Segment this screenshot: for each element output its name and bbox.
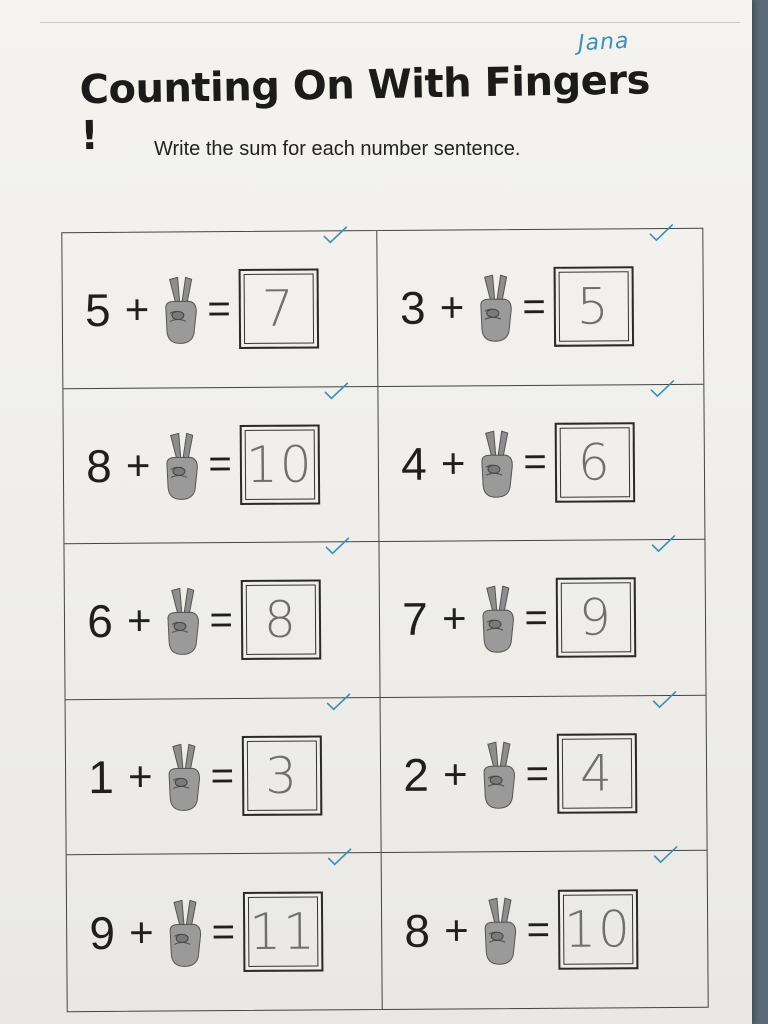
addend-number: 5 — [84, 284, 111, 337]
addend-number: 8 — [85, 439, 112, 492]
problem-cell — [62, 231, 378, 389]
equals-sign: = — [523, 440, 547, 485]
answer-box[interactable] — [241, 580, 322, 661]
paper-edge-line — [40, 22, 740, 23]
worksheet-title: Counting On With Fingers ! — [79, 57, 651, 160]
checkmark-icon — [326, 692, 352, 712]
checkmark-icon — [650, 534, 676, 554]
problem-cell — [66, 698, 382, 856]
checkmark-icon — [653, 845, 679, 865]
plus-sign: + — [124, 285, 150, 334]
checkmark-icon — [651, 690, 677, 710]
problem-cell — [377, 229, 703, 387]
two-fingers-hand-icon — [474, 894, 523, 966]
plus-sign: + — [444, 906, 469, 954]
checkmark-icon — [324, 536, 350, 556]
answer-box[interactable] — [556, 578, 637, 659]
worksheet-instructions: Write the sum for each number sentence. — [154, 138, 521, 160]
student-name: Jana — [577, 28, 631, 57]
two-fingers-hand-icon — [159, 896, 208, 968]
handwritten-answer: 4 — [579, 744, 615, 803]
two-fingers-hand-icon — [155, 274, 204, 346]
equals-sign: = — [209, 598, 234, 643]
checkmark-icon — [322, 225, 348, 245]
problem-cell — [382, 851, 708, 1009]
handwritten-answer: 8 — [263, 591, 298, 650]
addend-number: 8 — [404, 904, 431, 958]
plus-sign: + — [125, 441, 151, 489]
handwritten-answer: 10 — [564, 900, 633, 959]
problem-cell — [381, 696, 707, 854]
equals-sign: = — [522, 284, 546, 329]
addend-number: 9 — [89, 907, 116, 960]
answer-box[interactable] — [238, 269, 319, 350]
equals-sign: = — [210, 753, 235, 798]
answer-box[interactable] — [553, 267, 634, 348]
two-fingers-hand-icon — [157, 585, 206, 657]
two-fingers-hand-icon — [158, 740, 207, 812]
equals-sign: = — [207, 286, 231, 332]
equals-sign: = — [526, 907, 551, 952]
checkmark-icon — [648, 223, 674, 243]
problem-cell — [64, 542, 380, 700]
handwritten-answer: 3 — [264, 746, 300, 805]
plus-sign: + — [127, 752, 153, 800]
equals-sign: = — [524, 595, 549, 641]
answer-box[interactable] — [243, 892, 324, 973]
handwritten-answer: 9 — [578, 588, 613, 648]
problem-cell — [67, 853, 383, 1011]
addend-number: 4 — [400, 437, 427, 490]
addend-number: 2 — [403, 748, 430, 801]
answer-box[interactable] — [555, 422, 636, 503]
two-fingers-hand-icon — [472, 583, 521, 655]
answer-box[interactable] — [557, 733, 638, 814]
plus-sign: + — [439, 283, 465, 331]
checkmark-icon — [323, 381, 349, 401]
checkmark-icon — [649, 379, 675, 399]
handwritten-answer: 6 — [577, 433, 612, 492]
problem-cell — [379, 540, 705, 698]
problem-cell — [63, 387, 379, 545]
addend-number: 3 — [399, 282, 426, 335]
addend-number: 7 — [402, 593, 428, 646]
two-fingers-hand-icon — [471, 427, 520, 499]
problem-cell — [378, 384, 704, 542]
handwritten-answer: 11 — [249, 902, 318, 962]
two-fingers-hand-icon — [473, 738, 522, 810]
answer-box[interactable] — [558, 889, 639, 970]
two-fingers-hand-icon — [470, 271, 519, 343]
plus-sign: + — [440, 439, 466, 487]
handwritten-answer: 10 — [245, 435, 314, 494]
plus-sign: + — [126, 597, 152, 645]
equals-sign: = — [525, 751, 550, 796]
handwritten-answer: 5 — [576, 277, 611, 336]
answer-box[interactable] — [240, 424, 321, 505]
problem-grid — [61, 228, 708, 1012]
equals-sign: = — [208, 442, 232, 487]
addend-number: 6 — [87, 595, 113, 648]
plus-sign: + — [442, 750, 468, 798]
plus-sign: + — [441, 594, 467, 643]
addend-number: 1 — [88, 750, 115, 804]
equals-sign: = — [211, 909, 236, 954]
handwritten-answer: 7 — [261, 279, 296, 339]
answer-box[interactable] — [242, 736, 323, 817]
plus-sign: + — [129, 908, 154, 956]
checkmark-icon — [327, 848, 353, 868]
two-fingers-hand-icon — [156, 429, 205, 501]
